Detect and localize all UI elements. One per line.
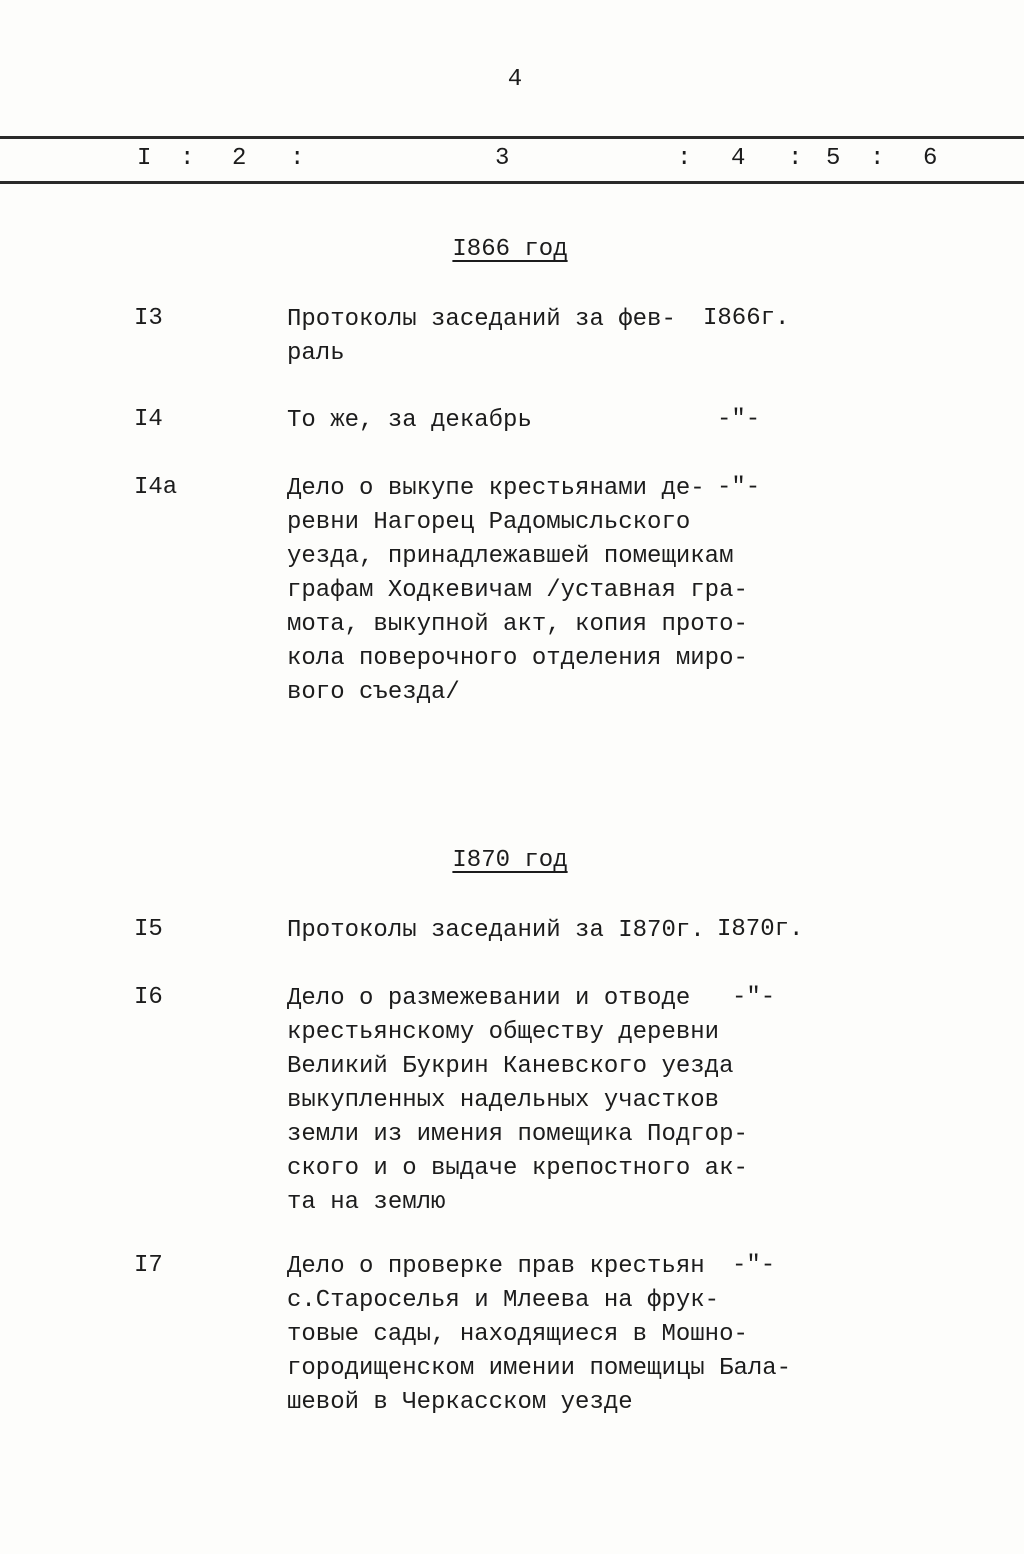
entry-line: кола поверочного отделения миро-: [287, 645, 748, 672]
entry-date: I870г.: [717, 916, 804, 943]
entry-line: та на землю: [287, 1189, 446, 1216]
entry-line: Протоколы заседаний за фев-: [287, 306, 676, 333]
entry-description: [287, 472, 748, 710]
entry-number: I4: [134, 406, 163, 433]
entry-line: товые сады, находящиеся в Мошно-: [287, 1321, 748, 1348]
column-separator: :: [870, 145, 885, 172]
entry-line: мота, выкупной акт, копия прото-: [287, 611, 748, 638]
column-separator: :: [180, 145, 195, 172]
entry-number: I5: [134, 916, 163, 943]
entry-number: I7: [134, 1252, 163, 1279]
entry-line: ского и о выдаче крепостного ак-: [287, 1155, 748, 1182]
table-header-bottom-rule: [0, 181, 1024, 184]
entry-number: I3: [134, 305, 163, 332]
entry-line: Дело о размежевании и отводе: [287, 985, 691, 1012]
entry-number: I6: [134, 984, 163, 1011]
column-header-4: 4: [731, 145, 746, 172]
entry-line: шевой в Черкасском уезде: [287, 1389, 633, 1416]
entry-line: с.Староселья и Млеева на фрук-: [287, 1287, 720, 1314]
entry-line: вого съезда/: [287, 679, 460, 706]
entry-line: То же, за декабрь: [287, 407, 532, 434]
entry-date: I866г.: [703, 305, 790, 332]
entry-date: -"-: [717, 406, 761, 433]
entry-line: земли из имения помещика Подгор-: [287, 1121, 748, 1148]
entry-line: уезда, принадлежавшей помещикам: [287, 543, 734, 570]
entry-date: -"-: [732, 1252, 776, 1279]
entry-description: [287, 982, 748, 1220]
entry-number: I4а: [134, 474, 178, 501]
column-header-5: 5: [826, 145, 841, 172]
entry-date: -"-: [717, 474, 761, 501]
table-header-top-rule: [0, 136, 1024, 139]
column-separator: :: [290, 145, 305, 172]
column-header-1: I: [137, 145, 152, 172]
page-number: 4: [507, 66, 523, 93]
column-header-2: 2: [232, 145, 247, 172]
column-header-6: 6: [923, 145, 938, 172]
entry-line: крестьянскому обществу деревни: [287, 1019, 720, 1046]
entry-line: городищенском имении помещицы Бала-: [287, 1355, 792, 1382]
entry-line: ревни Нагорец Радомысльского: [287, 509, 691, 536]
entry-date: -"-: [732, 984, 776, 1011]
entry-description: [287, 303, 676, 371]
column-separator: :: [788, 145, 803, 172]
entry-line: графам Ходкевичам /уставная гра-: [287, 577, 748, 604]
entry-line: раль: [287, 340, 345, 367]
year-heading: I870 год: [452, 847, 568, 874]
entry-line: Дело о проверке прав крестьян: [287, 1253, 705, 1280]
entry-line: Дело о выкупе крестьянами де-: [287, 475, 705, 502]
column-header-3: 3: [495, 145, 510, 172]
entry-description: [287, 914, 705, 948]
entry-line: выкупленных надельных участков: [287, 1087, 720, 1114]
year-heading: I866 год: [452, 236, 568, 263]
column-separator: :: [677, 145, 692, 172]
entry-line: Протоколы заседаний за I870г.: [287, 917, 705, 944]
entry-description: [287, 1250, 791, 1420]
entry-line: Великий Букрин Каневского уезда: [287, 1053, 734, 1080]
entry-description: [287, 404, 532, 438]
